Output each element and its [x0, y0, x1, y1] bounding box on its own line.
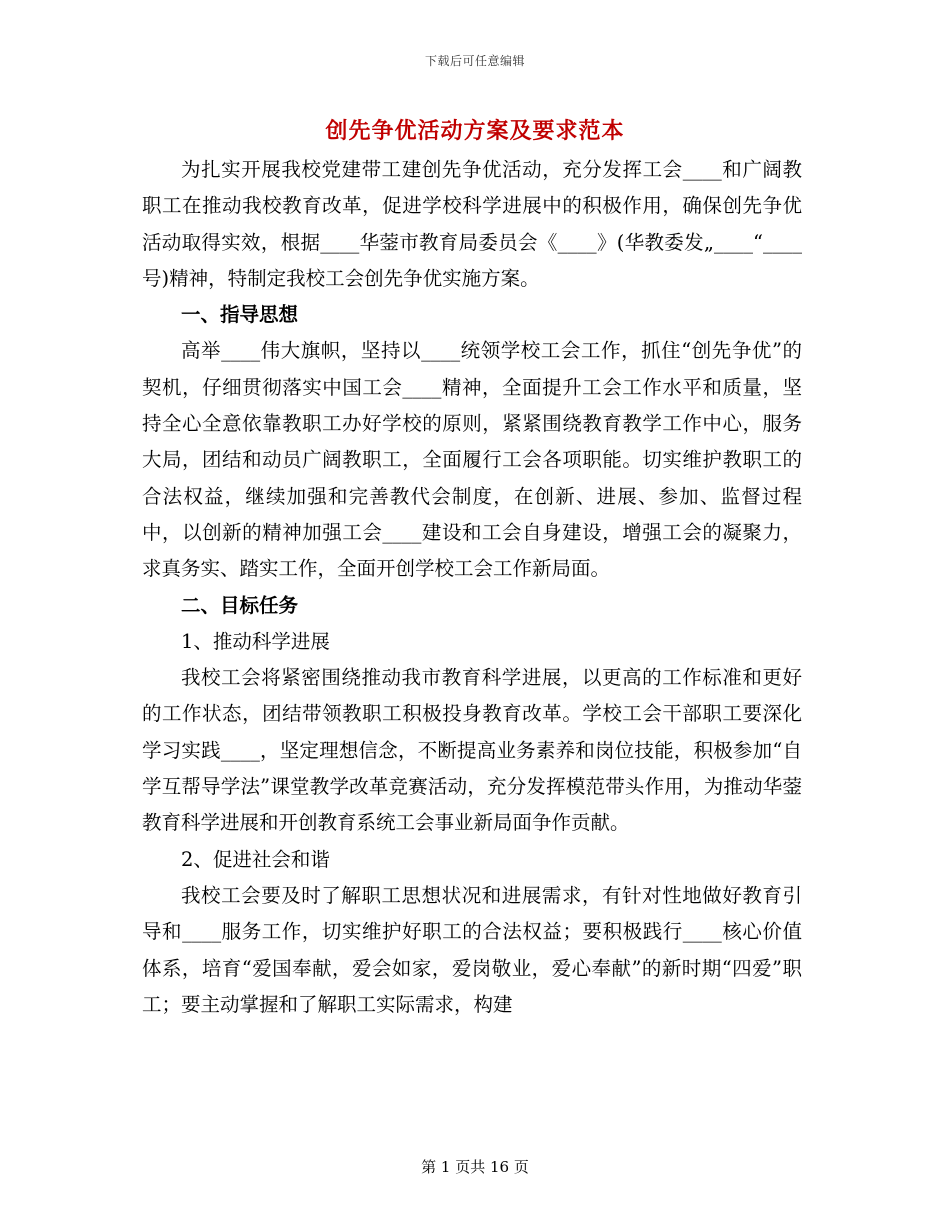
section-heading-guiding-thought: 一、指导思想 — [181, 303, 299, 327]
page-header: 下载后可任意编辑 — [424, 54, 525, 68]
page-footer: 第 1 页共 16 页 — [421, 1158, 529, 1176]
subheading-science-development: 1、推动科学进展 — [181, 629, 330, 653]
guiding-thought-paragraph: 高举____伟大旗帜，坚持以____统领学校工会工作，抓住“创先争优”的契机，仔细贯彻落实中国工会____精神，全面提升工会工作水平和质量，坚持全心全意依靠教职工办好学校的原则，紧紧围绕教育教学工作中心，服务大局，团结和动员广阔教职工，全面履行工会各项职能。切实维护教职工的合法权益，继续加强和完善教代会制度，在创新、进展、参加、监督过程中，以创新的精神加强工会____建设和工会自身建设，增强工会的凝聚力，求真务实、踏实工作，全面开创学校工会工作新局面。 — [142, 339, 802, 581]
document-body — [142, 152, 802, 1023]
intro-paragraph: 为扎实开展我校党建带工建创先争优活动，充分发挥工会____和广阔教职工在推动我校教育改革，促进学校科学进展中的积极作用，确保创先争优活动取得实效，根据____华蓥市教育局委员会《____》(华教委发„____“____号)精神，特制定我校工会创先争优实施方案。 — [142, 158, 802, 290]
section-heading-goals: 二、目标任务 — [181, 593, 299, 617]
document-title: 创先争优活动方案及要求范本 — [325, 118, 625, 144]
subheading-social-harmony: 2、促进社会和谐 — [181, 847, 330, 871]
science-development-paragraph: 我校工会将紧密围绕推动我市教育科学进展，以更高的工作标准和更好的工作状态，团结带领教职工积极投身教育改革。学校工会干部职工要深化学习实践____，坚定理想信念，不断提高业务素养和岗位技能，积极参加“自学互帮导学法”课堂教学改革竞赛活动，充分发挥模范带头作用，为推动华蓥教育科学进展和开创教育系统工会事业新局面争作贡献。 — [142, 666, 802, 835]
social-harmony-paragraph: 我校工会要及时了解职工思想状况和进展需求，有针对性地做好教育引导和____服务工作，切实维护好职工的合法权益；要积极践行____核心价值体系，培育“爱国奉献，爱会如家，爱岗敬业，爱心奉献”的新时期“四爱”职工；要主动掌握和了解职工实际需求，构建 — [142, 883, 802, 1016]
